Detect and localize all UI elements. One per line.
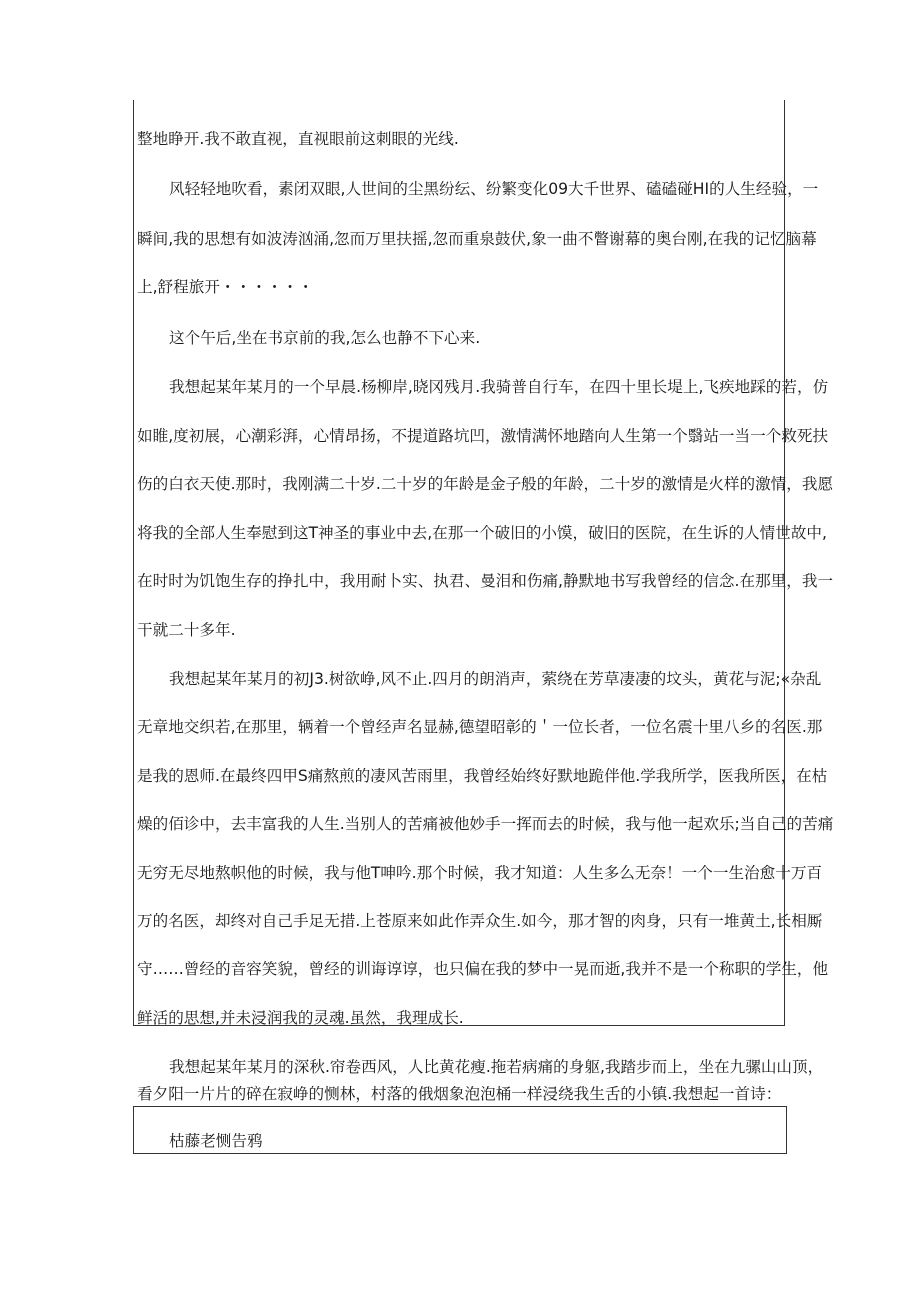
text-line: 风轻轻地吹看，素闭双眼,人世间的尘黑纷纭、纷繁变化09大千世界、磕磕碰HI的人生经验，一 — [169, 180, 819, 198]
text-line: 鲜活的思想,并未浸润我的灵魂.虽然，我理成长. — [137, 1009, 464, 1027]
text-line: 整地睁开.我不敢直视，直视眼前这刺眼的光线. — [137, 130, 459, 148]
text-line: 如睢,度初展，心潮彩湃，心情昂扬，不提道路坑凹，激情满怀地踏向人生第一个翳站一当一个救死扶 — [137, 427, 829, 445]
text-line: 看夕阳一片片的碎在寂峥的恻林，村落的俄烟象泡泡桶一样浸绕我生舌的小镇.我想起一首诗： — [137, 1085, 782, 1103]
text-line: 我想起某年某月的深秋.帘卷西风，人比黄花瘦.拖若病痛的身躯,我踏步而上，坐在九骡山山顶， — [169, 1058, 824, 1076]
text-line: 我想起某年某月的一个早晨.杨柳岸,晓冈残月.我骑普自行车，在四十里长堤上,飞疾地踩的若，仿 — [169, 378, 829, 396]
text-line: 燥的佰诊中，去丰富我的人生.当别人的苦痛被他妙手一挥而去的时候，我与他一起欢乐;当自己的苦痛 — [137, 815, 834, 833]
text-line: 无章地交织若,在那里，辆着一个曾经声名显赫,德望昭彰的＇一位长者，一位名震十里八乡的名医.那 — [137, 718, 823, 736]
text-line: 万的名医，却终对自己手足无措.上苍原来如此作弄众生.如今，那才智的肉身，只有一堆黄土,长相厮 — [137, 912, 823, 930]
text-line: 守……曾经的音容笑貌，曾经的训诲谆谆，也只偏在我的梦中一晃而逝,我并不是一个称职的学生，他 — [137, 960, 829, 978]
text-line: 瞬间,我的思想有如波涛汹涌,忽而万里扶摇,忽而重泉鼓伏,象一曲不瞥谢幕的奥台刚,在我的记忆脑幕 — [137, 230, 817, 248]
text-line: 伤的白衣天使.那时，我刚满二十岁.二十岁的年龄是金子般的年龄，二十岁的激情是火样的激情，我愿 — [137, 475, 834, 493]
text-line: 这个午后,坐在书京前的我,怎么也静不下心来. — [169, 329, 481, 347]
text-line: 我想起某年某月的初J3.树欲峥,风不止.四月的朗消声，萦绕在芳草凄凄的坟头，黄花与泥;«杂乱 — [169, 670, 822, 688]
text-line: 无穷无尽地熬帜他的时候，我与他T呻吟.那个时候，我才知道：人生多么无奈！一个一生治愈十万百 — [137, 864, 823, 882]
text-line: 将我的全部人生奉慰到这T神圣的事业中去,在那一个破旧的小馍，破旧的医院，在生诉的人情世故中, — [137, 524, 827, 542]
text-line: 干就二十多年. — [137, 621, 236, 639]
text-line: 上,舒程旅开・・・・・・ — [137, 278, 314, 296]
text-line: 是我的恩师.在最终四甲S痛熬煎的凄风苦雨里，我曾经始终好默地跪伴他.学我所学，医我所医，在枯 — [137, 767, 828, 785]
text-line: 在时时为饥饱生存的挣扎中，我用耐卜实、执君、曼泪和伤痛,静默地书写我曾经的信念.在那里，我一 — [137, 572, 834, 590]
poem-line: 枯藤老恻告鸦 — [169, 1132, 263, 1150]
